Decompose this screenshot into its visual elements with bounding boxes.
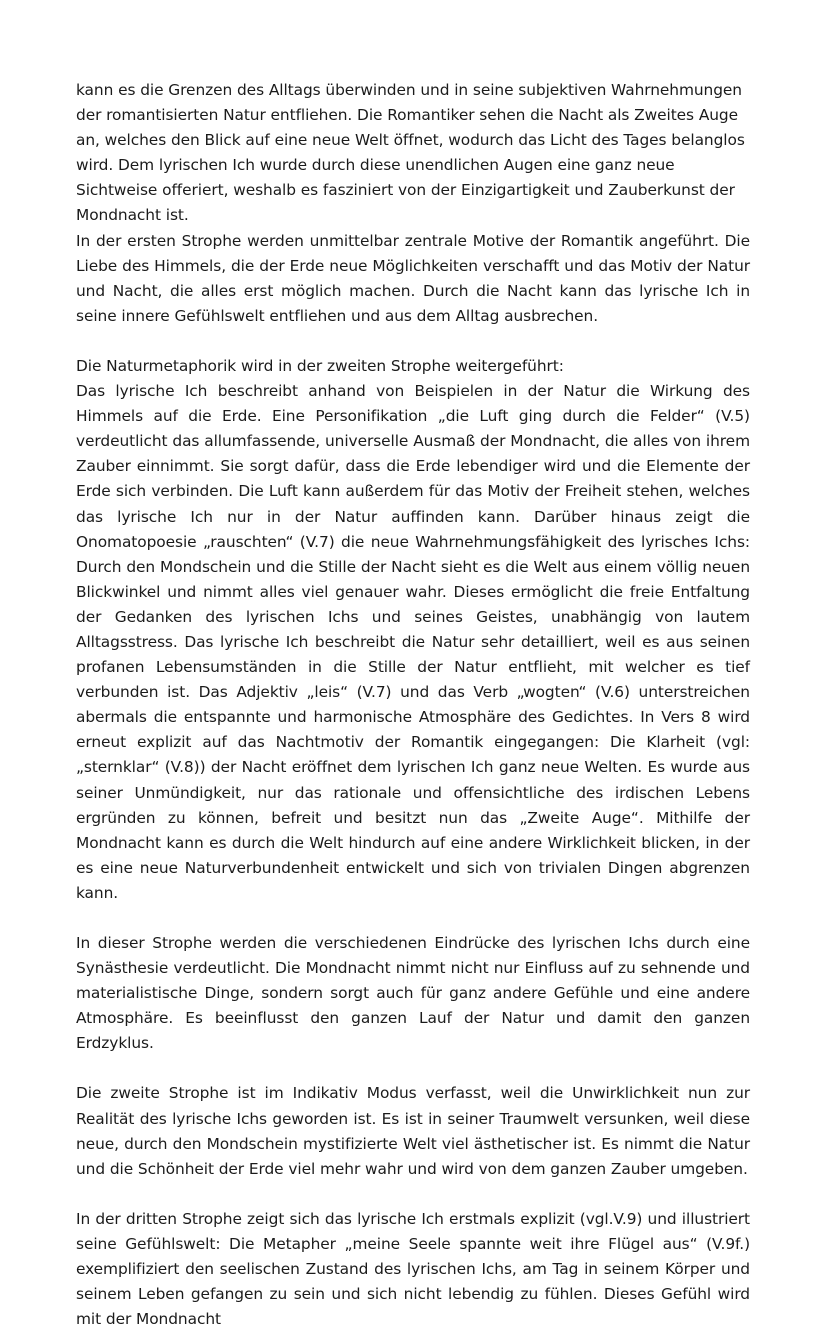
paragraph-erste-strophe: In der ersten Strophe werden unmittelbar zentrale Motive der Romantik angeführt. Die Liebe des Himmels, die der Erde neue Möglichkeiten verschafft und das Motiv der Natur und Nacht, die alles erst möglich machen. Durch die Nacht kann das lyrische Ich in seine innere Gefühlswelt entfliehen und aus dem Alltag ausbrechen.	[76, 231, 750, 325]
paragraph-synaesthesie: In dieser Strophe werden die verschiedenen Eindrücke des lyrischen Ichs durch eine Synästhesie verdeutlicht. Die Mondnacht nimmt nicht nur Einfluss auf zu sehnende und materialistische Dinge, sondern sorgt auch für ganz andere Gefühle und eine andere Atmosphäre. Es beeinflusst den ganzen Lauf der Natur und damit den ganzen Erdzyklus.	[76, 934, 750, 1053]
paragraph-dritte-strophe: In der dritten Strophe zeigt sich das lyrische Ich erstmals explizit (vgl.V.9) und illustriert seine Gefühlswelt: Die Metapher „meine Seele spannte weit ihre Flügel aus“ (V.9f.) exemplifiziert den seelischen Zustand des lyrischen Ichs, am Tag in seinem Körper und seinem Leben gefangen zu sein und sich nicht lebendig zu fühlen. Dieses Gefühl wird mit der Mondnacht	[76, 1209, 750, 1329]
paragraph-indikativ: Die zweite Strophe ist im Indikativ Modus verfasst, weil die Unwirklichkeit nun zur Realität des lyrische Ichs geworden ist. Es ist in seiner Traumwelt versunken, weil diese neue, durch den Mondschein mystifizierte Welt viel ästhetischer ist. Es nimmt die Natur und die Schönheit der Erde viel mehr wahr und wird von dem ganzen Zauber umgeben.	[76, 1084, 750, 1178]
paragraph-spacer	[76, 906, 750, 931]
paragraph-naturmetaphorik-heading: Die Naturmetaphorik wird in der zweiten Strophe weitergeführt:	[76, 356, 564, 375]
paragraph-zweite-strophe: Das lyrische Ich beschreibt anhand von Beispielen in der Natur die Wirkung des Himmels auf die Erde. Eine Personifikation „die Luft ging durch die Felder“ (V.5) verdeutlicht das allumfassende, universelle Ausmaß der Mondnacht, die alles von ihrem Zauber einnimmt. Sie sorgt dafür, dass die Erde lebendiger wird und die Elemente der Erde sich verbinden. Die Luft kann außerdem für das Motiv der Freiheit stehen, welches das lyrische Ich nur in der Natur auffinden kann. Darüber hinaus zeigt die Onomatopoesie „rauschten“ (V.7) die neue Wahrnehmungsfähigkeit des lyrisches Ichs: Durch den Mondschein und die Stille der Nacht sieht es die Welt aus einem völlig neuen Blickwinkel und nimmt alles viel genauer wahr. Dieses ermöglicht die freie Entfaltung der Gedanken des lyrischen Ichs und seines Geistes, unabhängig von lautem Alltagsstress. Das lyrische Ich beschreibt die Natur sehr detailliert, weil es aus seinen profanen Lebensumständen in die Stille der Natur entflieht, mit welcher es tief verbunden ist. Das Adjektiv „leis“ (V.7) und das Verb „wogten“ (V.6) unterstreichen abermals die entspannte und harmonische Atmosphäre des Gedichtes. In Vers 8 wird erneut explizit auf das Nachtmotiv der Romantik eingegangen: Die Klarheit (vgl: „sternklar“ (V.8)) der Nacht eröffnet dem lyrischen Ich ganz neue Welten. Es wurde aus seiner Unmündigkeit, nur das rationale und offensichtliche des irdischen Lebens ergründen zu können, befreit und besitzt nun das „Zweite Auge“. Mithilfe der Mondnacht kann es durch die Welt hindurch auf eine andere Wirklichkeit blicken, in der es eine neue Naturverbundenheit entwickelt und sich von trivialen Dingen abgrenzen kann.	[76, 382, 750, 902]
paragraph-spacer	[76, 1182, 750, 1207]
paragraph-opening: kann es die Grenzen des Alltags überwinden und in seine subjektiven Wahrnehmungen der romantisierten Natur entfliehen. Die Romantiker sehen die Nacht als Zweites Auge an, welches den Blick auf eine neue Welt öffnet, wodurch das Licht des Tages belanglos wird. Dem lyrischen Ich wurde durch diese unendlichen Augen eine ganz neue Sichtweise offeriert, weshalb es fasziniert von der Einzigartigkeit und Zauberkunst der Mondnacht ist.	[76, 81, 745, 225]
paragraph-spacer	[76, 1056, 750, 1081]
document-text-body	[76, 78, 750, 1332]
paragraph-spacer	[76, 329, 750, 354]
